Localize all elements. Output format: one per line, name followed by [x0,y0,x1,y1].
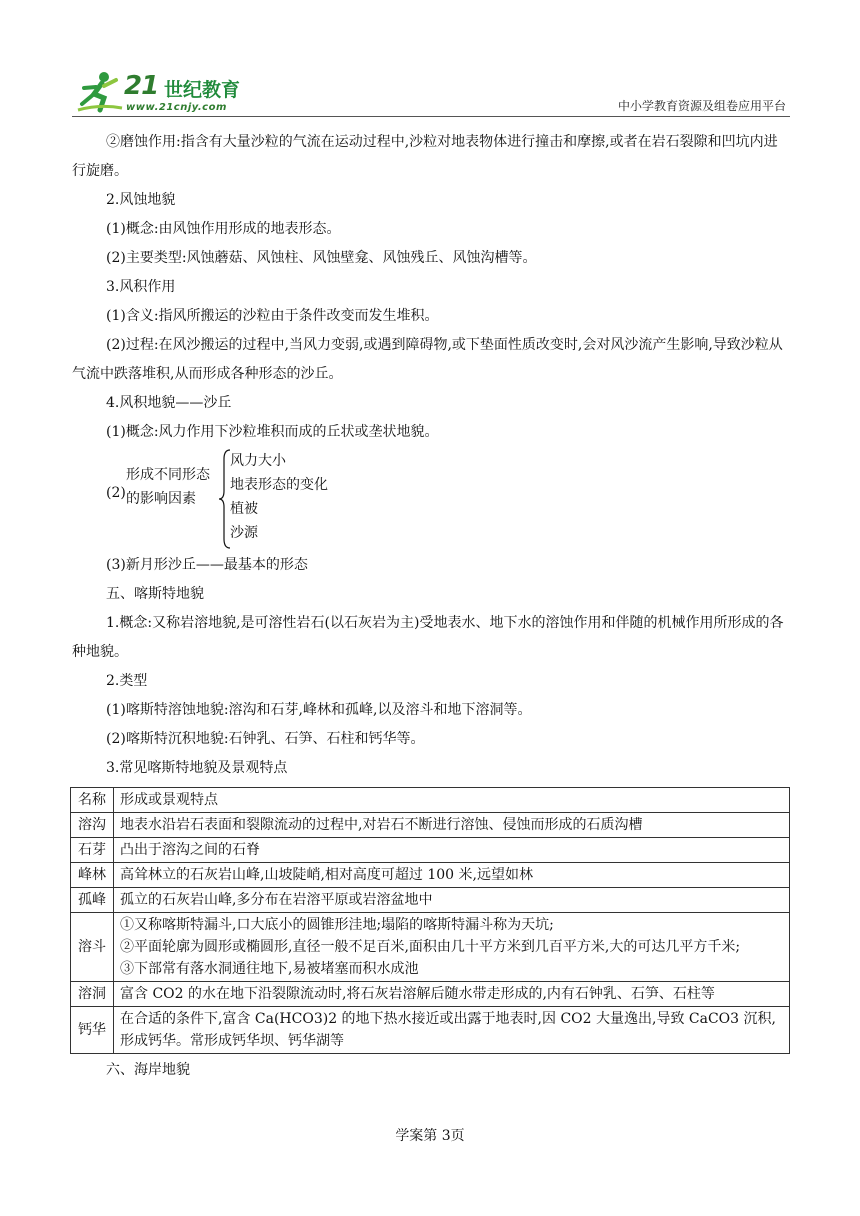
paragraph: (3)新月形沙丘——最基本的形态 [106,557,308,573]
runner-icon [74,70,126,114]
table-row [71,888,790,913]
table-cell-desc: ①又称喀斯特漏斗,口大底小的圆锥形洼地;塌陷的喀斯特漏斗称为天坑; ②平面轮廓为圆形或椭圆形,直径一般不足百米,面积由几十平方米到几百平方米,大的可达几平方千米; ③下部常有落水洞通往地下,易被堵塞而积水成池 [114,913,790,982]
table-cell-desc: 在合适的条件下,富含 Ca(HCO3)2 的地下热水接近或出露于地表时,因 CO2 大量逸出,导致 CaCO3 沉积,形成钙华。常形成钙华坝、钙华湖等 [114,1007,790,1054]
paragraph: (1)概念:由风蚀作用形成的地表形态。 [106,221,341,237]
paragraph: (1)概念:风力作用下沙粒堆积而成的丘状或垄状地貌。 [106,424,439,440]
paragraph: (2)主要类型:风蚀蘑菇、风蚀柱、风蚀壁龛、风蚀残丘、风蚀沟槽等。 [106,250,537,266]
paragraph: (1)含义:指风所搬运的沙粒由于条件改变而发生堆积。 [106,308,439,324]
table-cell-desc: 富含 CO2 的水在地下沿裂隙流动时,将石灰岩溶解后随水带走形成的,内有石钟乳、石笋、石柱等 [114,982,790,1007]
table-row [71,913,790,982]
karst-table [70,787,790,1054]
paragraph: (2)喀斯特沉积地貌:石钟乳、石笋、石柱和钙华等。 [106,731,425,747]
factors-number: (2) [106,485,126,501]
factors-items [230,449,328,545]
table-cell-name: 溶沟 [71,813,114,838]
table-row [71,863,790,888]
paragraph: (1)喀斯特溶蚀地貌:溶沟和石芽,峰林和孤峰,以及溶斗和地下溶洞等。 [106,702,532,718]
header-divider [72,116,790,117]
table-cell-desc: 高耸林立的石灰岩山峰,山坡陡峭,相对高度可超过 100 米,远望如林 [114,863,790,888]
section-heading: 六、海岸地貌 [106,1062,190,1078]
heading: 3.风积作用 [106,279,176,295]
page-footer: 学案第 3页 [395,1128,465,1144]
page-header [72,66,790,118]
heading: 3.常见喀斯特地貌及景观特点 [106,760,288,776]
heading: 2.风蚀地貌 [106,192,176,208]
table-row [71,838,790,863]
table-header-cell: 形成或景观特点 [114,788,790,813]
table-row [71,1007,790,1054]
factors-title-line: 形成不同形态 [126,467,210,483]
table-cell-name: 峰林 [71,863,114,888]
logo [74,70,264,114]
factor-item: 风力大小 [230,453,286,469]
paragraph: 1.概念:又称岩溶地貌,是可溶性岩石(以石灰岩为主)受地表水、地下水的溶蚀作用和伴随的机械作用所形成的各种地貌。 [72,615,784,660]
paragraph: ②磨蚀作用:指含有大量沙粒的气流在运动过程中,沙粒对地表物体进行撞击和摩擦,或者在岩石裂隙和凹坑内进行旋磨。 [72,134,778,179]
table-cell-name: 孤峰 [71,888,114,913]
table-cell-name: 溶斗 [71,913,114,982]
logo-text: 世纪教育 [164,79,241,101]
table-header-cell: 名称 [71,788,114,813]
table-cell-name: 溶洞 [71,982,114,1007]
document-body [72,128,790,1085]
heading: 2.类型 [106,673,148,689]
platform-name: 中小学教育资源及组卷应用平台 [617,99,786,113]
table-cell-desc: 孤立的石灰岩山峰,多分布在岩溶平原或岩溶盆地中 [114,888,790,913]
table-cell-name: 石芽 [71,838,114,863]
table-header-row [71,788,790,813]
logo-number: 21 [124,71,159,101]
section-heading: 五、喀斯特地貌 [106,586,204,602]
table-row [71,982,790,1007]
table-cell-desc: 凸出于溶沟之间的石脊 [114,838,790,863]
table-row [71,813,790,838]
factor-item: 植被 [230,501,258,517]
factors-brace-list [106,449,790,549]
factor-item: 沙源 [230,525,258,541]
paragraph: (2)过程:在风沙搬运的过程中,当风力变弱,或遇到障碍物,或下垫面性质改变时,会对风沙流产生影响,导致沙粒从气流中跌落堆积,从而形成各种形态的沙丘。 [72,337,783,382]
table-cell-name: 钙华 [71,1007,114,1054]
logo-url: www.21cnjy.com [126,102,227,113]
factors-title-line: 的影响因素 [126,491,196,507]
table-cell-desc: 地表水沿岩石表面和裂隙流动的过程中,对岩石不断进行溶蚀、侵蚀而形成的石质沟槽 [114,813,790,838]
factors-title [126,463,210,511]
heading: 4.风积地貌——沙丘 [106,395,232,411]
factor-item: 地表形态的变化 [230,477,328,493]
